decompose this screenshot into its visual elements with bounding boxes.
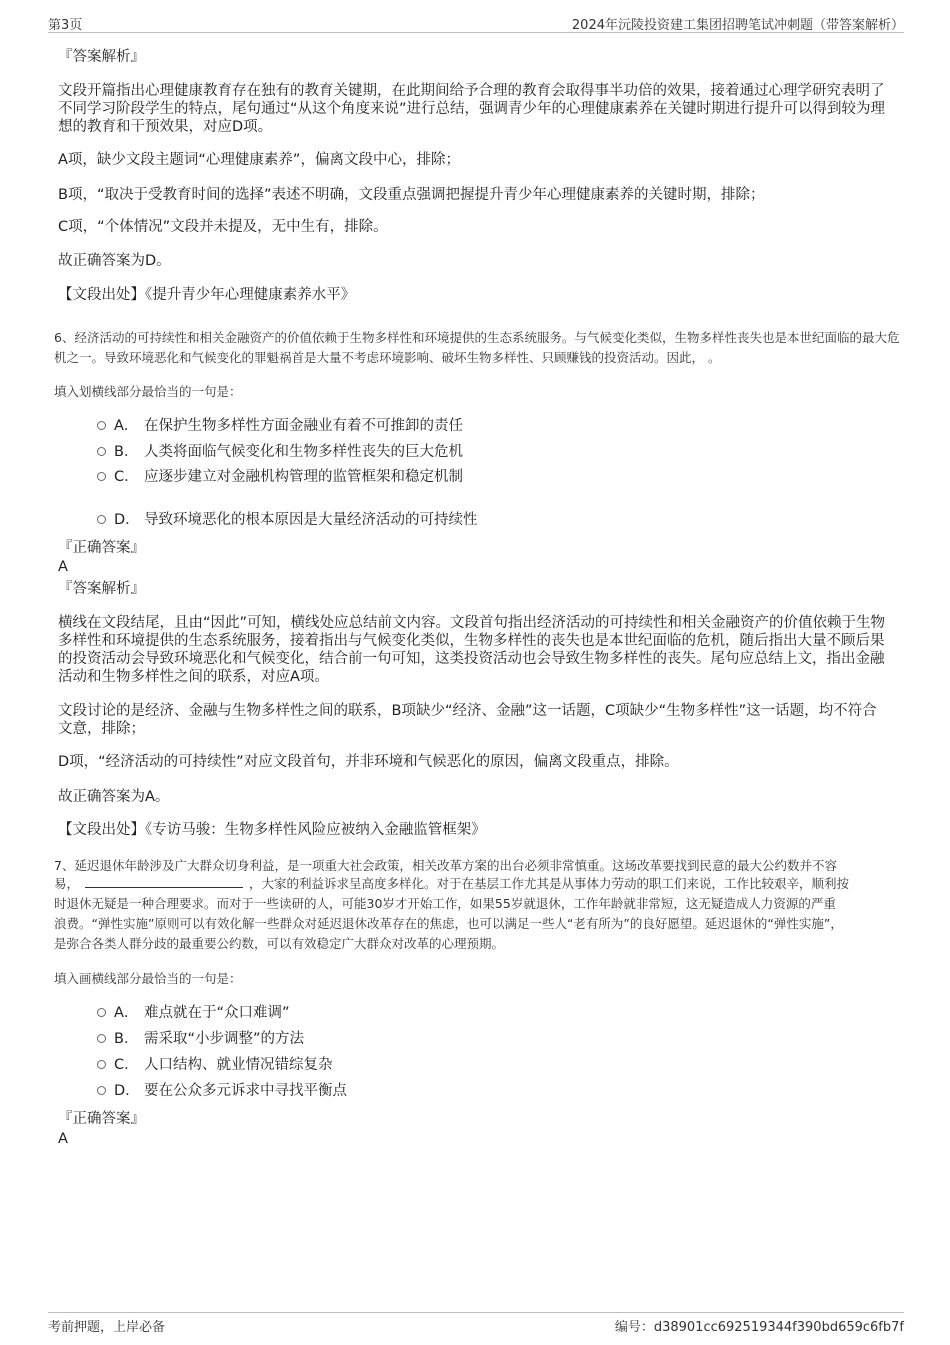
q6-analysis-paragraph-2: 文段讨论的是经济、金融与生物多样性之间的联系，B项缺少“经济、金融”这一话题，C项缺少“生物多样性”这一话题，均不符合文意，排除； [58, 703, 877, 737]
q6-option-c[interactable]: C． 应逐步建立对金融机构管理的监管框架和稳定机制 [97, 467, 463, 487]
q5-analysis-label: 『答案解析』 [58, 49, 145, 65]
q5-analysis-option-b: B项，“取决于受教育时间的选择”表述不明确，文段重点强调把握提升青少年心理健康素养的关键时期，排除； [58, 187, 765, 203]
q5-conclusion: 故正确答案为D。 [58, 253, 171, 269]
q7-stem-line-4: 浪费。“弹性实施”原则可以有效化解一些群众对延迟退休改革存在的焦虑，也可以满足一些人“老有所为”的良好愿望。延迟退休的“弹性实施”， [54, 916, 843, 931]
radio-icon[interactable] [97, 1034, 106, 1043]
q6-answer: A [58, 559, 68, 575]
q7-option-d[interactable]: D． 要在公众多元诉求中寻找平衡点 [97, 1081, 347, 1101]
q7-option-c[interactable]: C． 人口结构、就业情况错综复杂 [97, 1055, 333, 1075]
radio-icon[interactable] [97, 1086, 106, 1095]
radio-icon[interactable] [97, 1060, 106, 1069]
q7-option-a[interactable]: A． 难点就在于“众口难调” [97, 1003, 290, 1023]
q7-stem-line-5: 是弥合各类人群分歧的最重要公约数，可以有效稳定广大群众对改革的心理预期。 [54, 936, 505, 951]
q6-analysis-paragraph-3: D项，“经济活动的可持续性”对应文段首句，并非环境和气候恶化的原因，偏离文段重点，排除。 [58, 754, 679, 770]
q7-option-b[interactable]: B． 需采取“小步调整”的方法 [97, 1029, 304, 1049]
q6-source: 【文段出处】《专访马骏：生物多样性风险应被纳入金融监管框架》 [58, 822, 486, 838]
radio-icon[interactable] [97, 472, 106, 481]
q5-analysis-paragraph: 文段开篇指出心理健康教育存在独有的教育关键期，在此期间给予合理的教育会取得事半功倍的效果，接着通过心理学研究表明了不同学习阶段学生的特点，尾句通过“从这个角度来说”进行总结，强调青少年的心理健康素养在关键时期进行提升可以得到较为理想的教育和干预效果，对应D项。 [58, 83, 886, 135]
q7-stem-line-1: 7、延迟退休年龄涉及广大群众切身利益，是一项重大社会政策，相关改革方案的出台必须非常慎重。这场改革要找到民意的最大公约数并不容 [54, 858, 837, 873]
document-id: 编号：d38901cc692519344f390bd659c6fb7f [614, 1320, 904, 1335]
fill-in-blank [85, 875, 243, 888]
radio-icon[interactable] [97, 447, 106, 456]
radio-icon[interactable] [97, 515, 106, 524]
q6-prompt: 填入划横线部分最恰当的一句是： [54, 384, 242, 399]
q6-analysis-label: 『答案解析』 [58, 581, 145, 597]
q6-option-a[interactable]: A． 在保护生物多样性方面金融业有着不可推卸的责任 [97, 416, 463, 436]
q5-analysis-option-a: A项，缺少文段主题词“心理健康素养”，偏离文段中心，排除； [58, 152, 460, 168]
q7-answer-label: 『正确答案』 [58, 1111, 145, 1127]
q7-stem-line-3: 时退休无疑是一种合理要求。而对于一些读研的人，可能30岁才开始工作，如果55岁就退休，工作年龄就非常短，这无疑造成人力资源的严重 [54, 896, 836, 911]
q7-answer: A [58, 1131, 68, 1147]
radio-icon[interactable] [97, 1008, 106, 1017]
q5-source: 【文段出处】《提升青少年心理健康素养水平》 [58, 287, 356, 303]
radio-icon[interactable] [97, 421, 106, 430]
page-header [48, 12, 904, 33]
q7-prompt: 填入画横线部分最恰当的一句是： [54, 971, 242, 986]
page-footer [48, 1312, 904, 1339]
q6-option-b[interactable]: B． 人类将面临气候变化和生物多样性丧失的巨大危机 [97, 442, 463, 462]
q7-stem-line-2: 易， ，大家的利益诉求呈高度多样化。对于在基层工作尤其是从事体力劳动的职工们来说，工作比较艰辛，顺利按 [54, 876, 850, 891]
document-title: 2024年沅陵投资建工集团招聘笔试冲刺题（带答案解析） [571, 18, 904, 33]
q6-analysis-paragraph-1: 横线在文段结尾，且由“因此”可知，横线处应总结前文内容。文段首句指出经济活动的可持续性和相关金融资产的价值依赖于生物多样性和环境提供的生态系统服务，接着指出与气候变化类似，生物多样性的丧失也是本世纪面临的危机，随后指出大量不顾后果的投资活动会导致环境恶化和气候变化，结合前一句可知，这类投资活动也会导致生物多样性的丧失。尾句应总结上文，指出金融活动和生物多样性之间的联系，对应A项。 [58, 615, 886, 685]
q5-analysis-option-c: C项，“个体情况”文段并未提及，无中生有，排除。 [58, 219, 388, 235]
page-number: 第3页 [48, 18, 83, 33]
q6-option-d[interactable]: D． 导致环境恶化的根本原因是大量经济活动的可持续性 [97, 510, 478, 530]
q6-conclusion: 故正确答案为A。 [58, 789, 170, 805]
q6-stem: 6、经济活动的可持续性和相关金融资产的价值依赖于生物多样性和环境提供的生态系统服务。与气候变化类似，生物多样性丧失也是本世纪面临的最大危机之一。导致环境恶化和气候变化的罪魁祸首是大量不考虑环境影响、破坏生物多样性、只顾赚钱的投资活动。因此， 。 [54, 330, 900, 365]
footer-slogan: 考前押题，上岸必备 [48, 1320, 166, 1335]
q6-answer-label: 『正确答案』 [58, 540, 145, 556]
